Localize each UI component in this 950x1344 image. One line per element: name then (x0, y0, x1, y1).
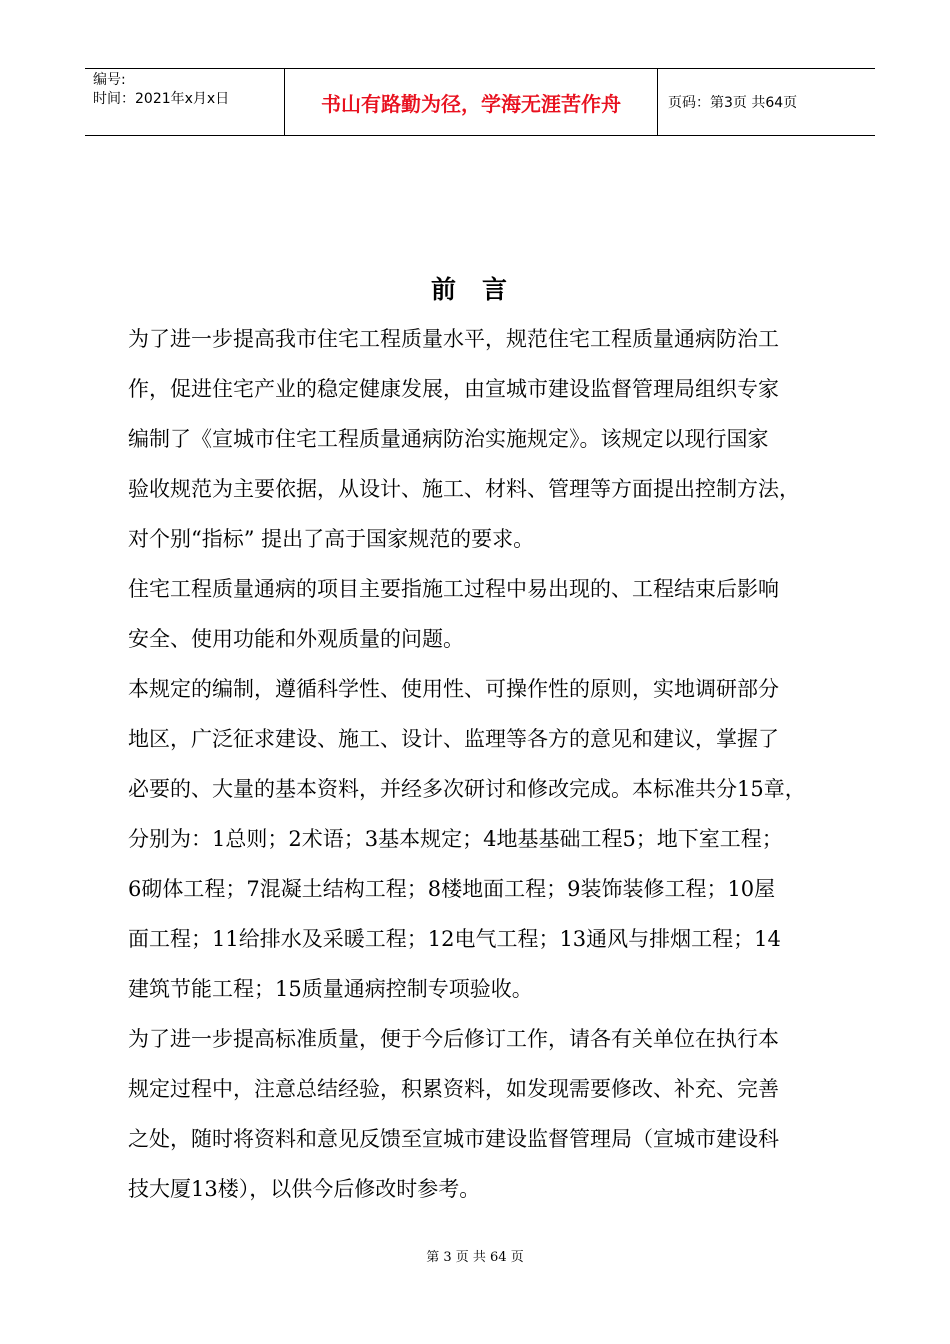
text-line: 之处，随时将资料和意见反馈至宣城市建设监督管理局（宣城市建设科 (128, 1127, 779, 1151)
text-line: 住宅工程质量通病的项目主要指施工过程中易出现的、工程结束后影响 (128, 577, 779, 601)
text-line: 为了进一步提高我市住宅工程质量水平，规范住宅工程质量通病防治工 (128, 327, 779, 351)
page-footer: 第 3 页 共 64 页 (426, 1250, 524, 1265)
header-motto: 书山有路勤为径，学海无涯苦作舟 (321, 91, 621, 116)
text-line: 验收规范为主要依据，从设计、施工、材料、管理等方面提出控制方法， (128, 477, 800, 501)
text-line: 安全、使用功能和外观质量的问题。 (128, 627, 464, 651)
text-line: 作，促进住宅产业的稳定健康发展，由宣城市建设监督管理局组织专家 (128, 377, 779, 401)
header-page-info: 页码：第3页 共64页 (668, 95, 798, 111)
text-line: 为了进一步提高标准质量，便于今后修订工作，请各有关单位在执行本 (128, 1027, 779, 1051)
document-time-label: 时间：2021年x月x日 (93, 91, 230, 107)
text-line: 必要的、大量的基本资料，并经多次研讨和修改完成。本标准共分15章， (128, 777, 806, 801)
text-line: 本规定的编制，遵循科学性、使用性、可操作性的原则，实地调研部分 (128, 677, 779, 701)
document-number-label: 编号: (93, 72, 126, 88)
text-line: 地区，广泛征求建设、施工、设计、监理等各方的意见和建议，掌握了 (128, 727, 779, 751)
header-motto-cell (285, 69, 658, 135)
text-line: 面工程；11给排水及采暖工程；12电气工程；13通风与排烟工程；14 (128, 927, 781, 951)
paragraph-intro (128, 314, 838, 564)
text-line: 技大厦13楼），以供今后修改时参考。 (128, 1177, 481, 1201)
text-line: 6砌体工程；7混凝土结构工程；8楼地面工程；9装饰装修工程；10屋 (128, 877, 776, 901)
text-line: 建筑节能工程；15质量通病控制专项验收。 (128, 977, 533, 1001)
text-line: 分别为：1总则；2术语；3基本规定；4地基基础工程5；地下室工程； (128, 827, 783, 851)
header-page-cell (658, 69, 875, 135)
page-title: 前言 (430, 275, 533, 304)
header-table (85, 68, 875, 136)
text-line: 编制了《宣城市住宅工程质量通病防治实施规定》。该规定以现行国家 (128, 427, 769, 451)
paragraph-compilation (128, 664, 838, 1014)
header-meta-cell (85, 69, 285, 135)
paragraph-definition (128, 564, 838, 664)
text-line: 规定过程中，注意总结经验，积累资料，如发现需要修改、补充、完善 (128, 1077, 779, 1101)
text-line: 对个别“指标” 提出了高于国家规范的要求。 (128, 527, 535, 551)
paragraph-feedback (128, 1014, 838, 1214)
document-body (128, 314, 838, 1214)
